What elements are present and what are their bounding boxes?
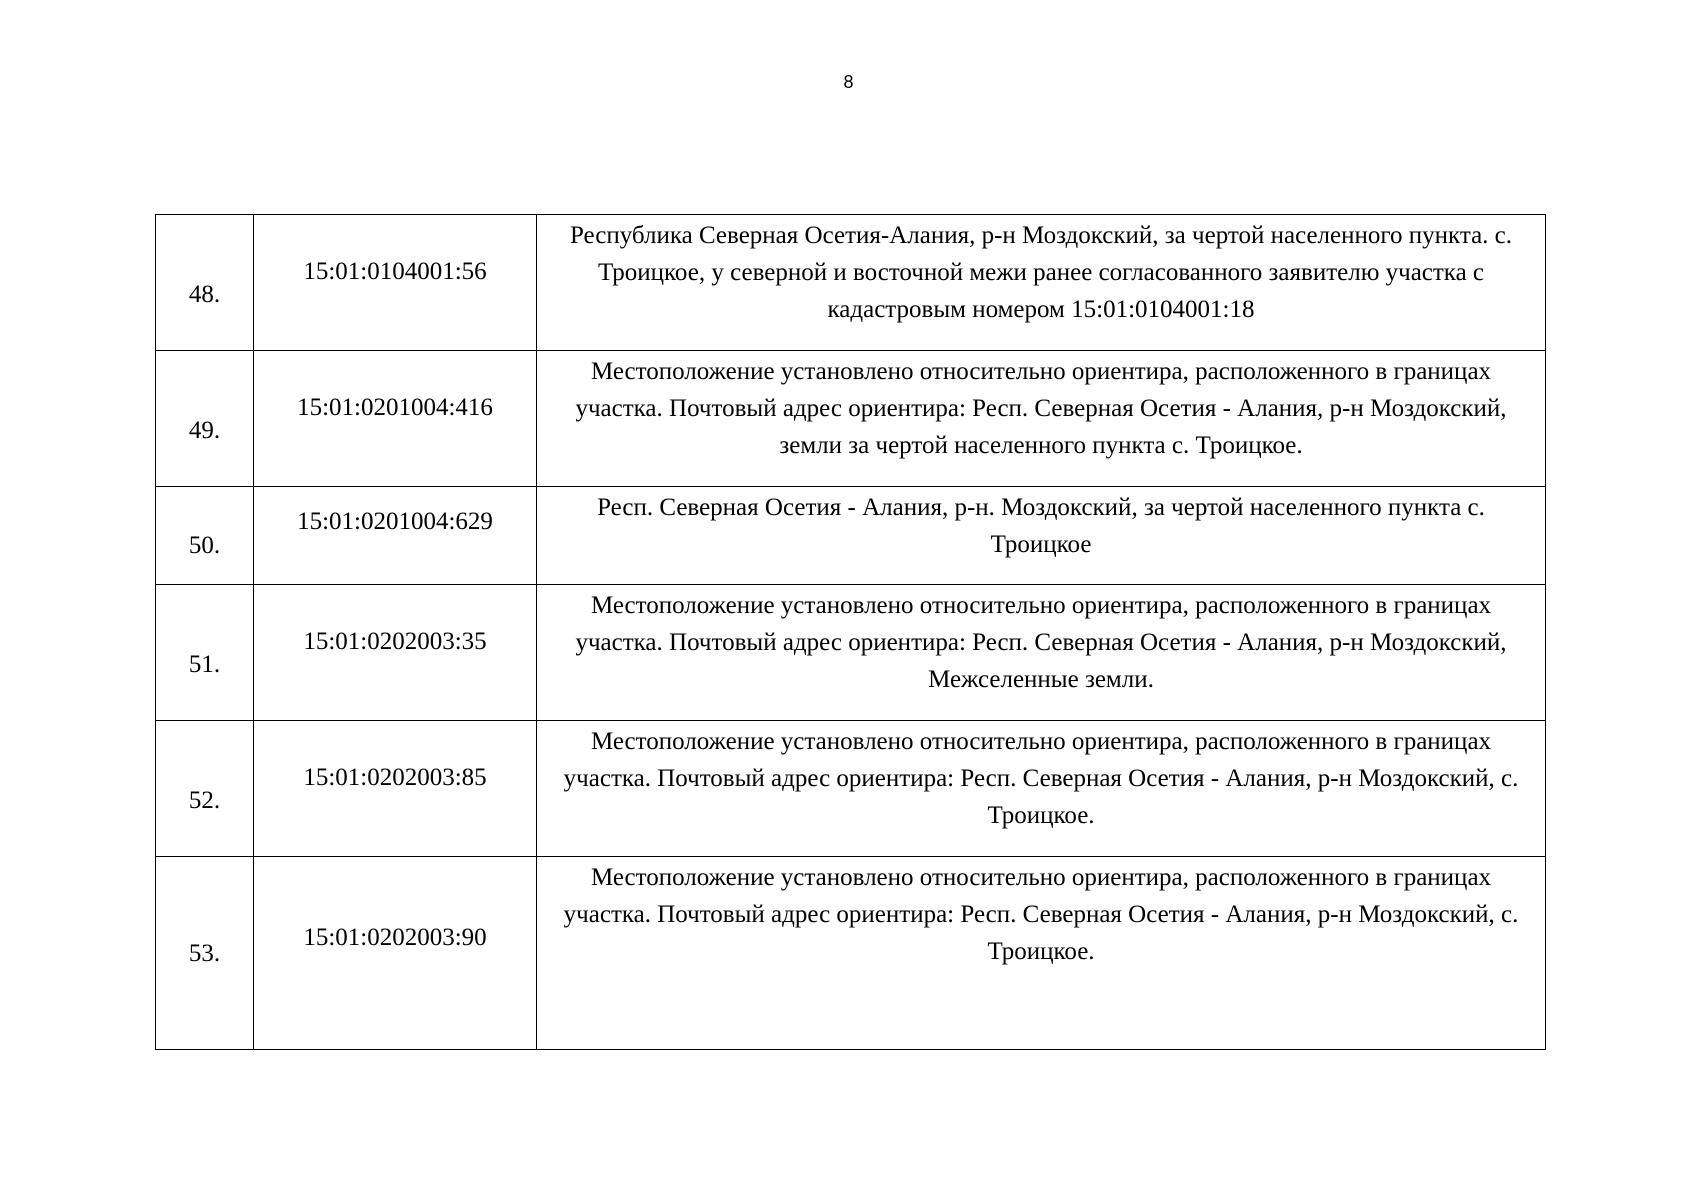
cadastral-number-cell — [254, 585, 537, 721]
cadastral-number: 15:01:0201004:416 — [297, 394, 493, 421]
cadastral-number-cell — [254, 487, 537, 585]
row-number-cell — [156, 215, 254, 351]
row-number: 50. — [188, 532, 221, 559]
address-cell: Респ. Северная Осетия - Алания, р-н. Моздокский, за чертой населенного пункта с. Троицкое — [537, 487, 1546, 585]
page-number: 8 — [843, 72, 854, 92]
cadastral-number: 15:01:0202003:90 — [303, 924, 487, 951]
row-number: 52. — [188, 787, 221, 814]
cadastral-number: 15:01:0202003:35 — [303, 628, 487, 655]
row-number-cell — [156, 585, 254, 721]
table-row — [156, 721, 1546, 857]
address-cell: Местоположение установлено относительно ориентира, расположенного в границах участка. Почтовый адрес ориентира: Респ. Северная Осетия - Алания, р-н Моздокский, с. Троицкое. — [537, 857, 1546, 1050]
address-cell: Местоположение установлено относительно ориентира, расположенного в границах участка. Почтовый адрес ориентира: Респ. Северная Осетия - Алания, р-н Моздокский, Межселенные земли. — [537, 585, 1546, 721]
cadastral-number: 15:01:0201004:629 — [297, 508, 493, 535]
row-number: 48. — [188, 281, 221, 308]
cadastral-number: 15:01:0104001:56 — [303, 258, 487, 285]
address-cell: Республика Северная Осетия-Алания, р-н Моздокский, за чертой населенного пункта. с. Троицкое, у северной и восточной межи ранее согласованного заявителю участка с кадастровым номером 15:01:0104001:18 — [537, 215, 1546, 351]
cadastral-number: 15:01:0202003:85 — [303, 764, 487, 791]
row-number-cell — [156, 487, 254, 585]
table-row — [156, 487, 1546, 585]
address-cell: Местоположение установлено относительно ориентира, расположенного в границах участка. Почтовый адрес ориентира: Респ. Северная Осетия - Алания, р-н Моздокский, с. Троицкое. — [537, 721, 1546, 857]
table-row — [156, 857, 1546, 1050]
row-number: 53. — [188, 939, 221, 967]
row-number: 51. — [188, 651, 221, 678]
cadastral-number-cell — [254, 857, 537, 1050]
land-plots-table — [155, 214, 1546, 1050]
table-row — [156, 215, 1546, 351]
row-number-cell — [156, 857, 254, 1050]
table-row — [156, 351, 1546, 487]
address-cell: Местоположение установлено относительно ориентира, расположенного в границах участка. Почтовый адрес ориентира: Респ. Северная Осетия - Алания, р-н Моздокский, земли за чертой населенного пункта с. Троицкое. — [537, 351, 1546, 487]
cadastral-number-cell — [254, 721, 537, 857]
row-number: 49. — [188, 417, 221, 444]
row-number-cell — [156, 721, 254, 857]
table-row — [156, 585, 1546, 721]
cadastral-number-cell — [254, 351, 537, 487]
cadastral-number-cell — [254, 215, 537, 351]
row-number-cell — [156, 351, 254, 487]
